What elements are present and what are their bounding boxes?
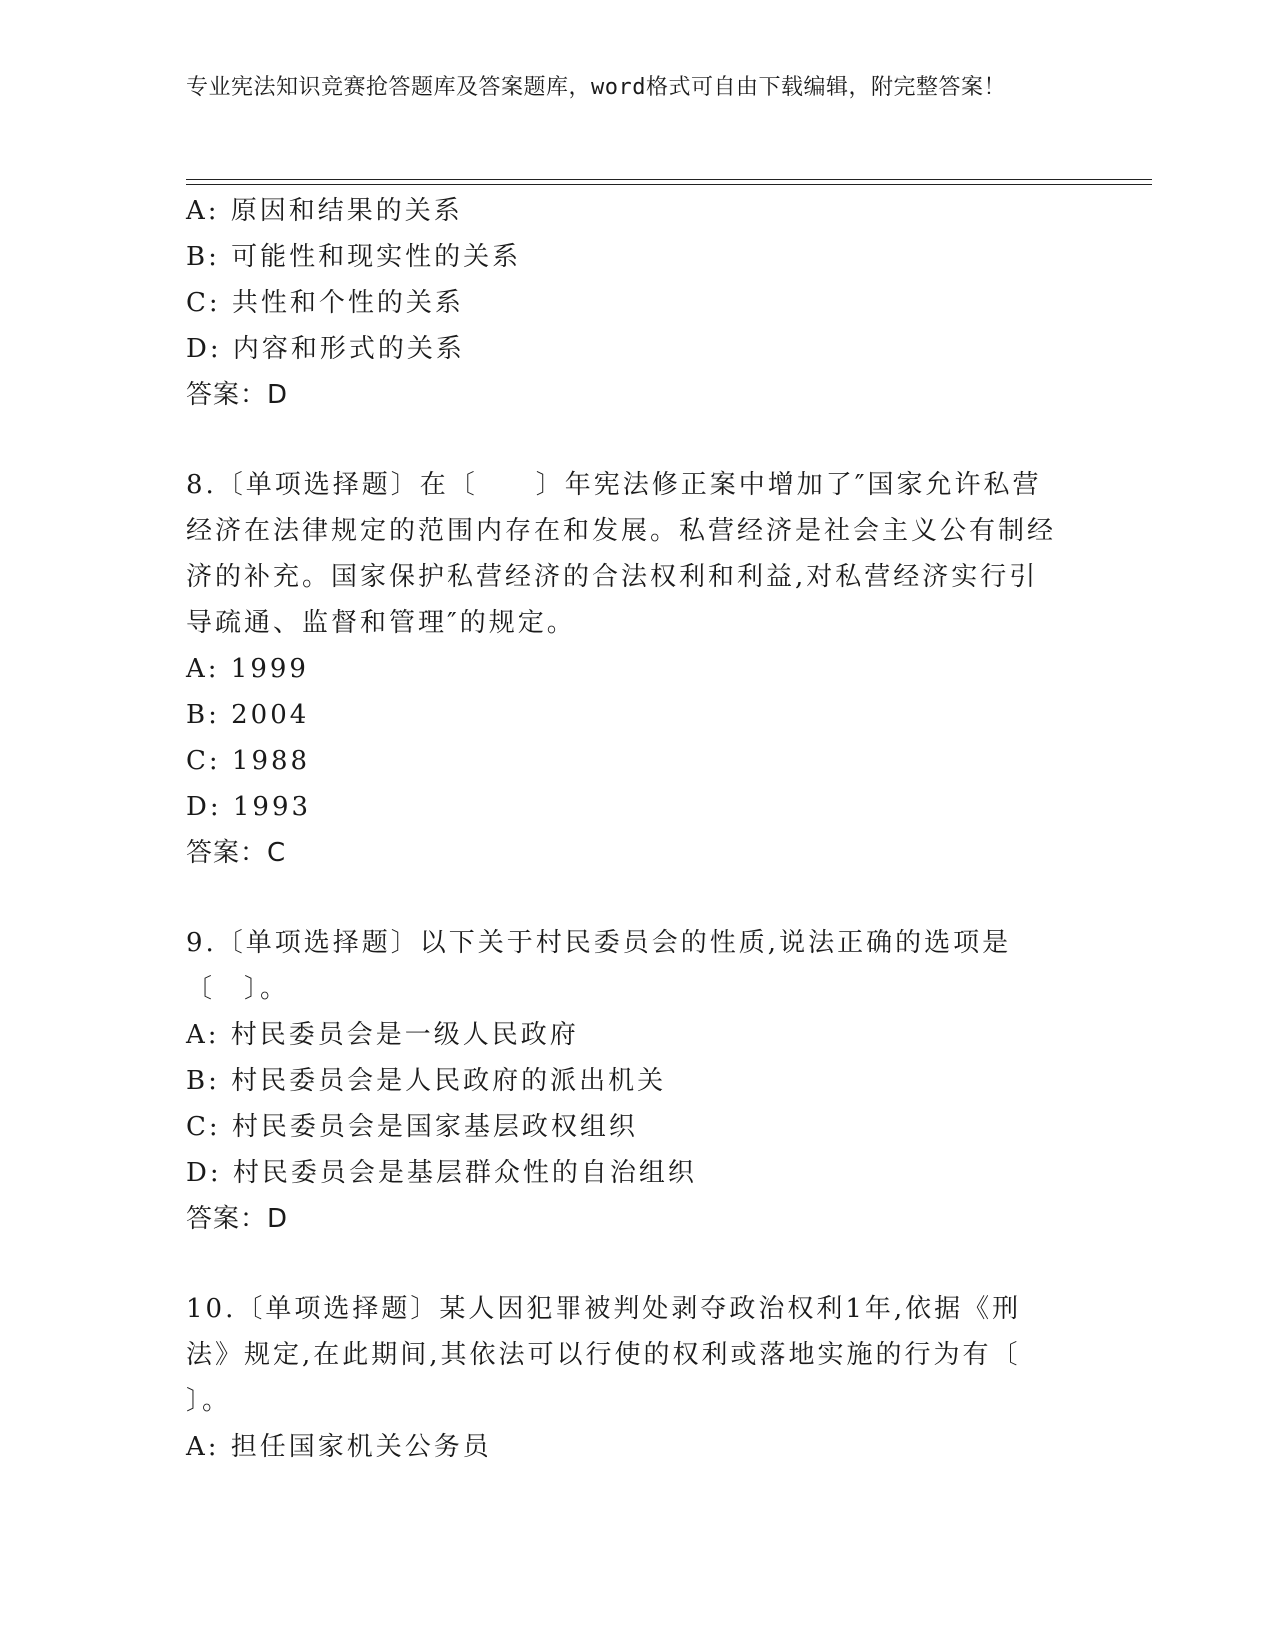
question-content [186, 188, 1079, 1470]
question-stem: 10.〔单项选择题〕某人因犯罪被判处剥夺政治权利1年,依据《刑法》规定,在此期间,其依法可以行使的权利或落地实施的行为有〔 〕。 [186, 1294, 1079, 1416]
option-d: D: 内容和形式的关系 [186, 334, 465, 364]
question-stem: 8.〔单项选择题〕在〔 〕年宪法修正案中增加了″国家允许私营经济在法律规定的范围内存在和发展。私营经济是社会主义公有制经济的补充。国家保护私营经济的合法权利和利益,对私营经济实行引导疏通、监督和管理″的规定。 [186, 470, 1057, 638]
question-8 [186, 462, 1066, 876]
option-b: B: 2004 [186, 700, 310, 730]
option-d: D: 村民委员会是基层群众性的自治组织 [186, 1158, 697, 1188]
document-header-title: 专业宪法知识竞赛抢答题库及答案题库，word格式可自由下载编辑，附完整答案！ [186, 75, 1006, 100]
previous-question [186, 188, 1066, 418]
spacer [186, 1242, 1066, 1286]
spacer [186, 418, 1066, 462]
option-b: B: 可能性和现实性的关系 [186, 242, 522, 272]
answer-line: 答案：D [186, 1204, 289, 1234]
spacer [186, 876, 1066, 920]
option-a: A: 1999 [186, 654, 309, 684]
question-9 [186, 920, 1066, 1242]
header-divider-bottom [186, 184, 1152, 185]
option-d: D: 1993 [186, 792, 312, 822]
option-a: A: 原因和结果的关系 [186, 196, 463, 226]
option-c: C: 1988 [186, 746, 311, 776]
option-a: A: 村民委员会是一级人民政府 [186, 1020, 579, 1050]
question-stem: 9.〔单项选择题〕以下关于村民委员会的性质,说法正确的选项是〔 〕。 [186, 928, 1012, 1004]
answer-line: 答案：D [186, 380, 289, 410]
answer-line: 答案：C [186, 838, 287, 868]
header-divider-top [186, 179, 1152, 180]
option-c: C: 村民委员会是国家基层政权组织 [186, 1112, 638, 1142]
option-b: B: 村民委员会是人民政府的派出机关 [186, 1066, 667, 1096]
option-a: A: 担任国家机关公务员 [186, 1432, 492, 1462]
question-10 [186, 1286, 1079, 1470]
option-c: C: 共性和个性的关系 [186, 288, 464, 318]
